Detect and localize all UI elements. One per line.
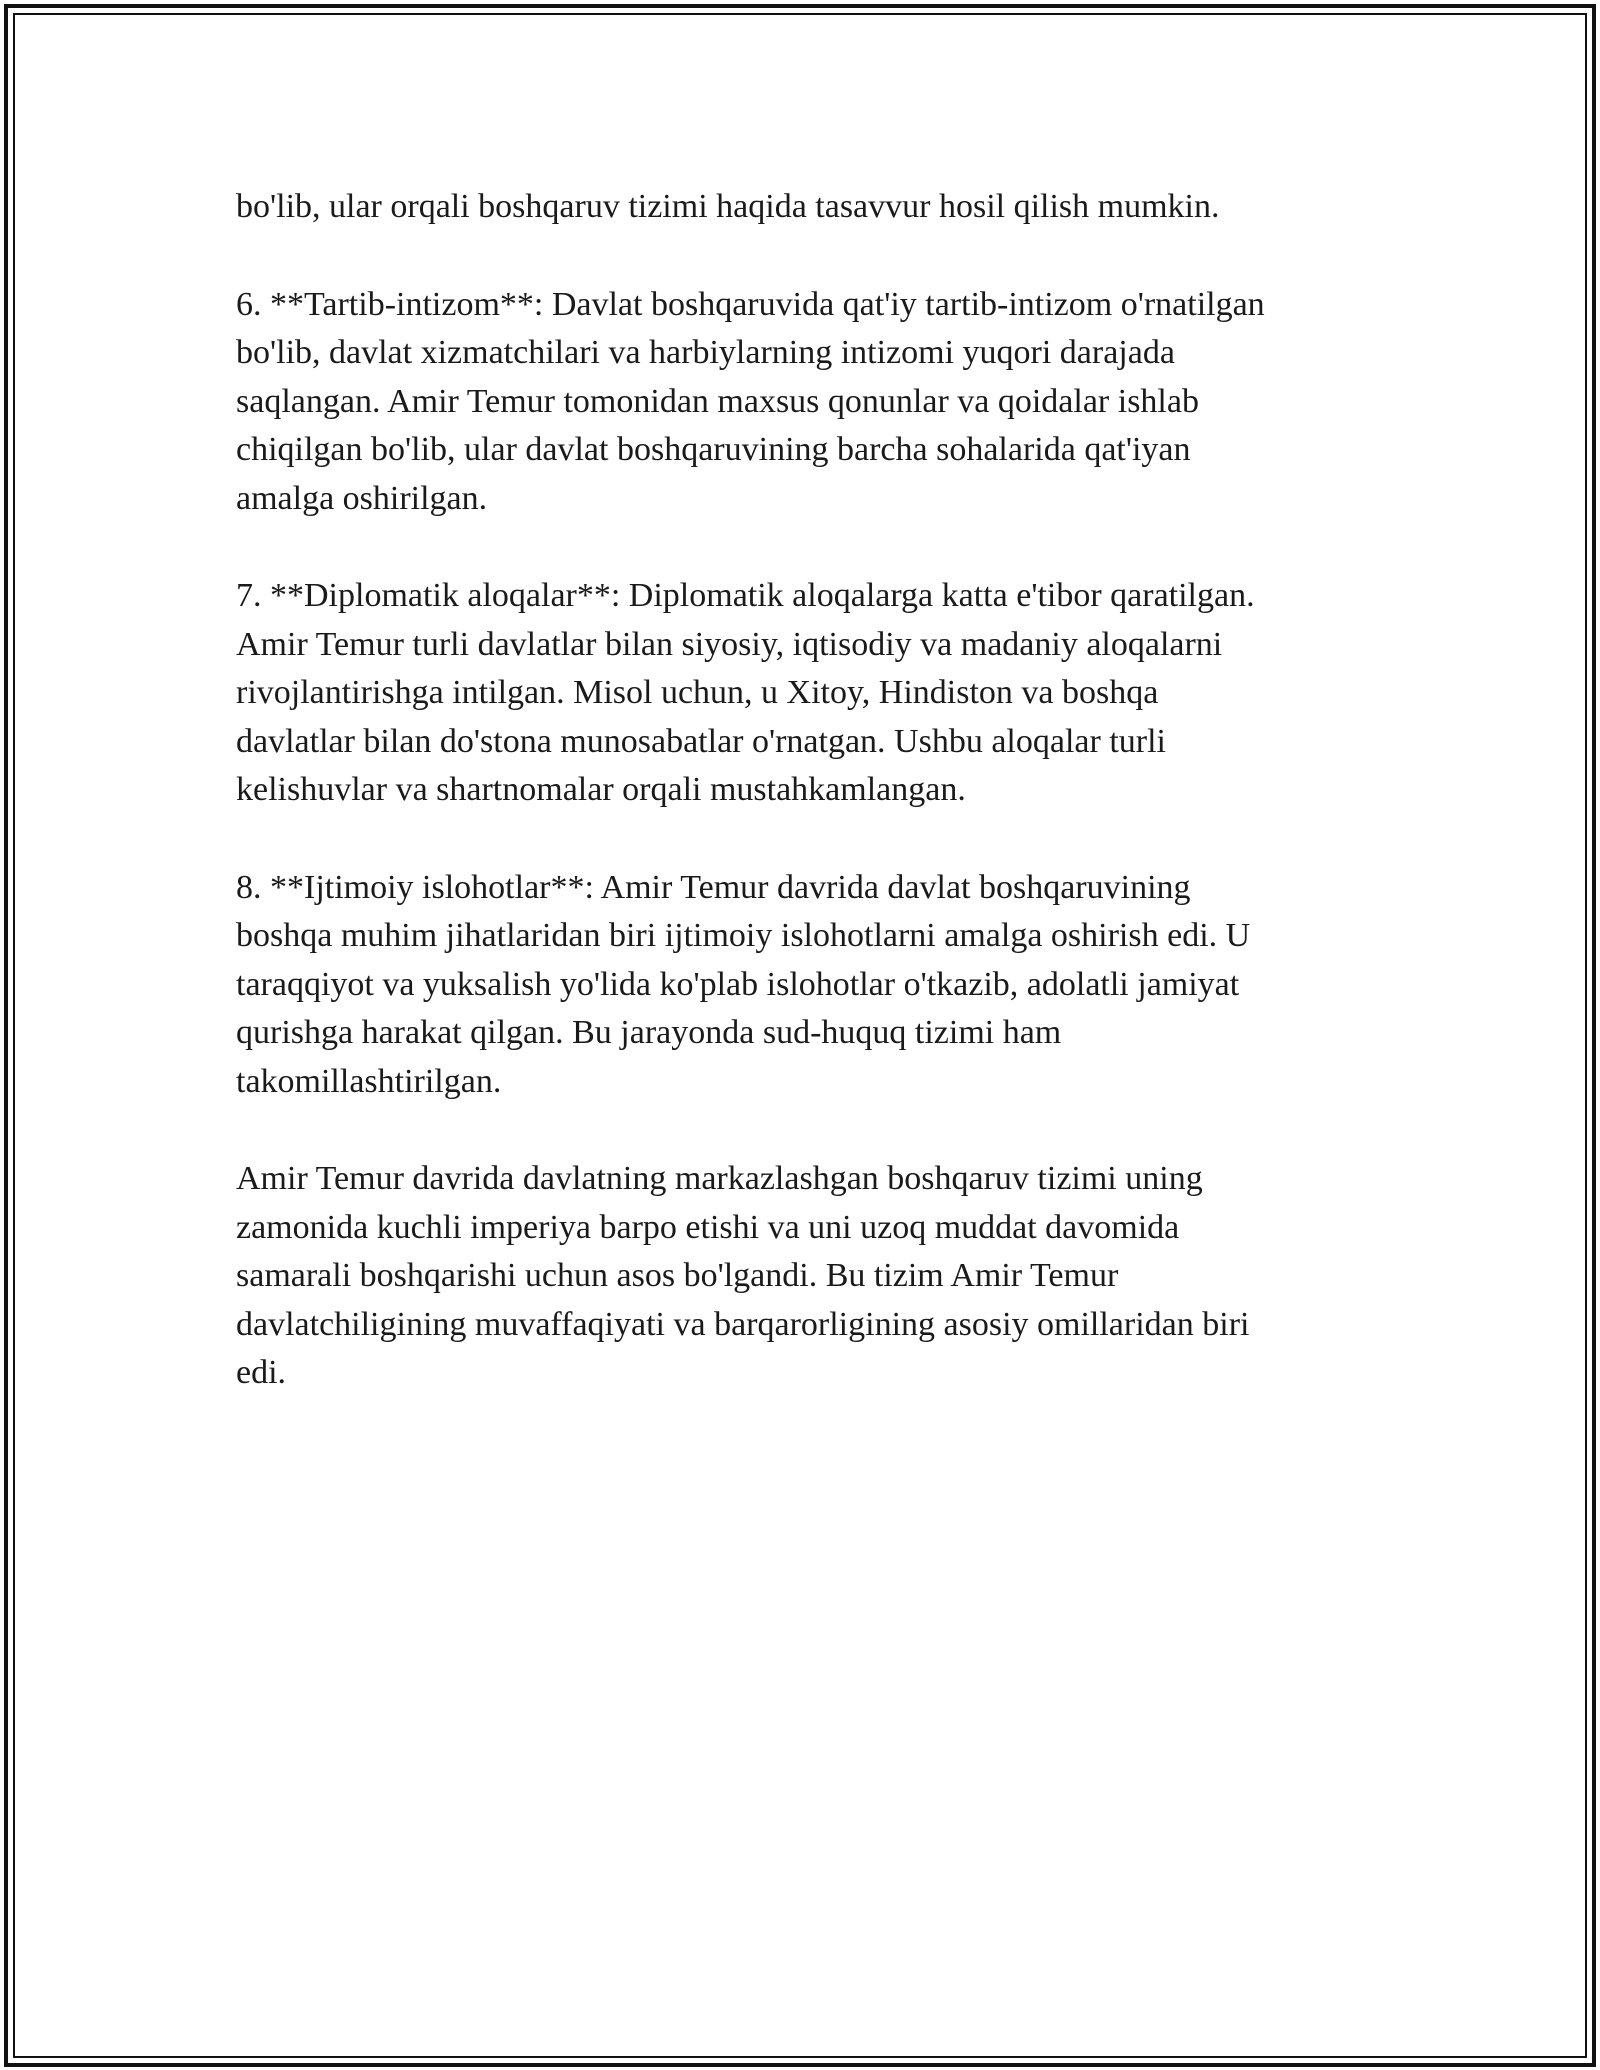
paragraph-conclusion: Amir Temur davrida davlatning markazlashgan boshqaruv tizimi uning zamonida kuchli imperiya barpo etishi va uni uzoq muddat davomida samarali boshqarishi uchun asos bo'lgandi. Bu tizim Amir Temur davlatchiligining muvaffaqiyati va barqarorligining asosiy omillaridan biri edi. <box>236 1160 1250 1391</box>
paragraph-tartib-intizom: 6. **Tartib-intizom**: Davlat boshqaruvida qat'iy tartib-intizom o'rnatilgan bo'lib, davlat xizmatchilari va harbiylarning intizomi yuqori darajada saqlangan. Amir Temur tomonidan maxsus qonunlar va qoidalar ishlab chiqilgan bo'lib, ular davlat boshqaruvining barcha sohalarida qat'iyan amalga oshirilgan. <box>236 285 1265 517</box>
paragraph-continuation: bo'lib, ular orqali boshqaruv tizimi haqida tasavvur hosil qilish mumkin. <box>236 188 1220 225</box>
paragraph-ijtimoiy-islohotlar: 8. **Ijtimoiy islohotlar**: Amir Temur davrida davlat boshqaruvining boshqa muhim jihatlaridan biri ijtimoiy islohotlarni amalga oshirish edi. U taraqqiyot va yuksalish yo'lida ko'plab islohotlar o'tkazib, adolatli jamiyat qurishga harakat qilgan. Bu jarayonda sud-huquq tizimi ham takomillashtirilgan. <box>236 868 1251 1100</box>
document-body <box>236 183 1361 1398</box>
paragraph-diplomatik-aloqalar: 7. **Diplomatik aloqalar**: Diplomatik aloqalarga katta e'tibor qaratilgan. Amir Temur turli davlatlar bilan siyosiy, iqtisodiy va madaniy aloqalarni rivojlantirishga intilgan. Misol uchun, u Xitoy, Hindiston va boshqa davlatlar bilan do'stona munosabatlar o'rnatgan. Ushbu aloqalar turli kelishuvlar va shartnomalar orqali mustahkamlangan. <box>236 577 1255 808</box>
